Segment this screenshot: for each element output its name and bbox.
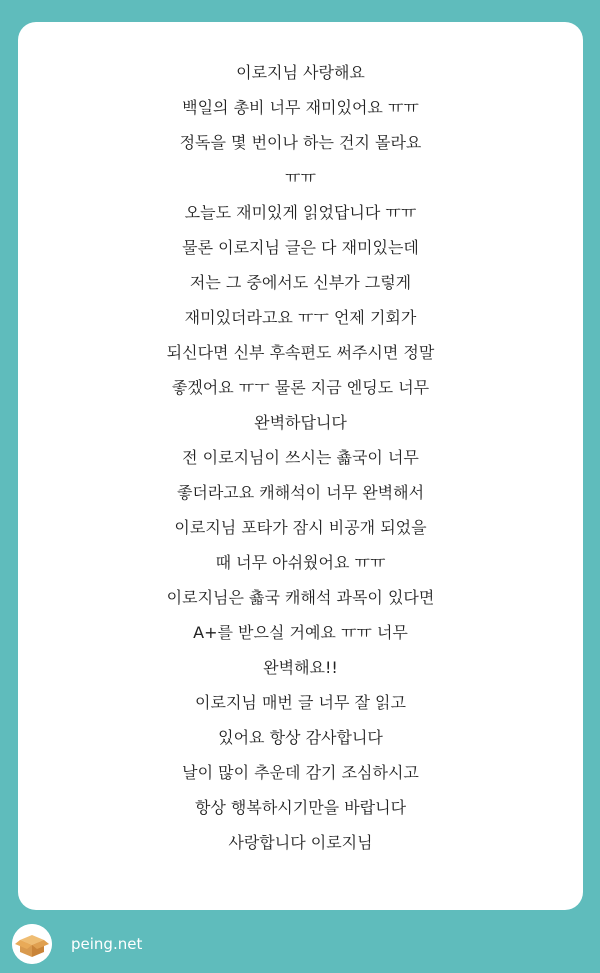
message-line: 항상 행복하시기만을 바랍니다 [194, 798, 407, 817]
message-line: 사랑합니다 이로지님 [228, 833, 373, 852]
message-line: 날이 많이 추운데 감기 조심하시고 [182, 763, 419, 782]
message-line: 오늘도 재미있게 읽었답니다 ㅠㅠ [184, 203, 417, 222]
message-line: 물론 이로지님 글은 다 재미있는데 [182, 238, 419, 257]
message-line: 좋더라고요 캐해석이 너무 완벽해서 [176, 483, 425, 502]
message-line: 전 이로지님이 쓰시는 춃국이 너무 [182, 448, 419, 467]
message-line: 있어요 항상 감사합니다 [218, 728, 383, 747]
message-line: ㅠㅠ [285, 168, 316, 187]
message-line: 이로지님 포타가 잠시 비공개 되었을 [174, 518, 427, 537]
message-line: A+를 받으실 거예요 ㅠㅠ 너무 [193, 623, 408, 642]
message-line: 때 너무 아쉬웠어요 ㅠㅠ [215, 553, 386, 572]
brand-name[interactable]: peing.net [71, 935, 143, 953]
message-line: 저는 그 중에서도 신부가 그렇게 [189, 273, 412, 292]
footer [12, 924, 142, 964]
question-card [18, 22, 583, 910]
message-text [18, 55, 583, 860]
message-line: 완벽하답니다 [254, 413, 347, 432]
message-line: 이로지님 매번 글 너무 잘 읽고 [195, 693, 406, 712]
message-line: 완벽해요!! [263, 658, 338, 677]
message-line: 정독을 몇 번이나 하는 건지 몰라요 [179, 133, 422, 152]
message-line: 이로지님 사랑해요 [236, 63, 365, 82]
box-icon [12, 924, 52, 964]
message-line: 되신다면 신부 후속편도 써주시면 정말 [166, 343, 435, 362]
message-line: 이로지님은 춃국 캐해석 과목이 있다면 [166, 588, 435, 607]
message-line: 백일의 총비 너무 재미있어요 ㅠㅠ [182, 98, 419, 117]
message-line: 재미있더라고요 ㅠㅜ 언제 기회가 [184, 308, 417, 327]
message-line: 좋겠어요 ㅠㅜ 물론 지금 엔딩도 너무 [171, 378, 430, 397]
